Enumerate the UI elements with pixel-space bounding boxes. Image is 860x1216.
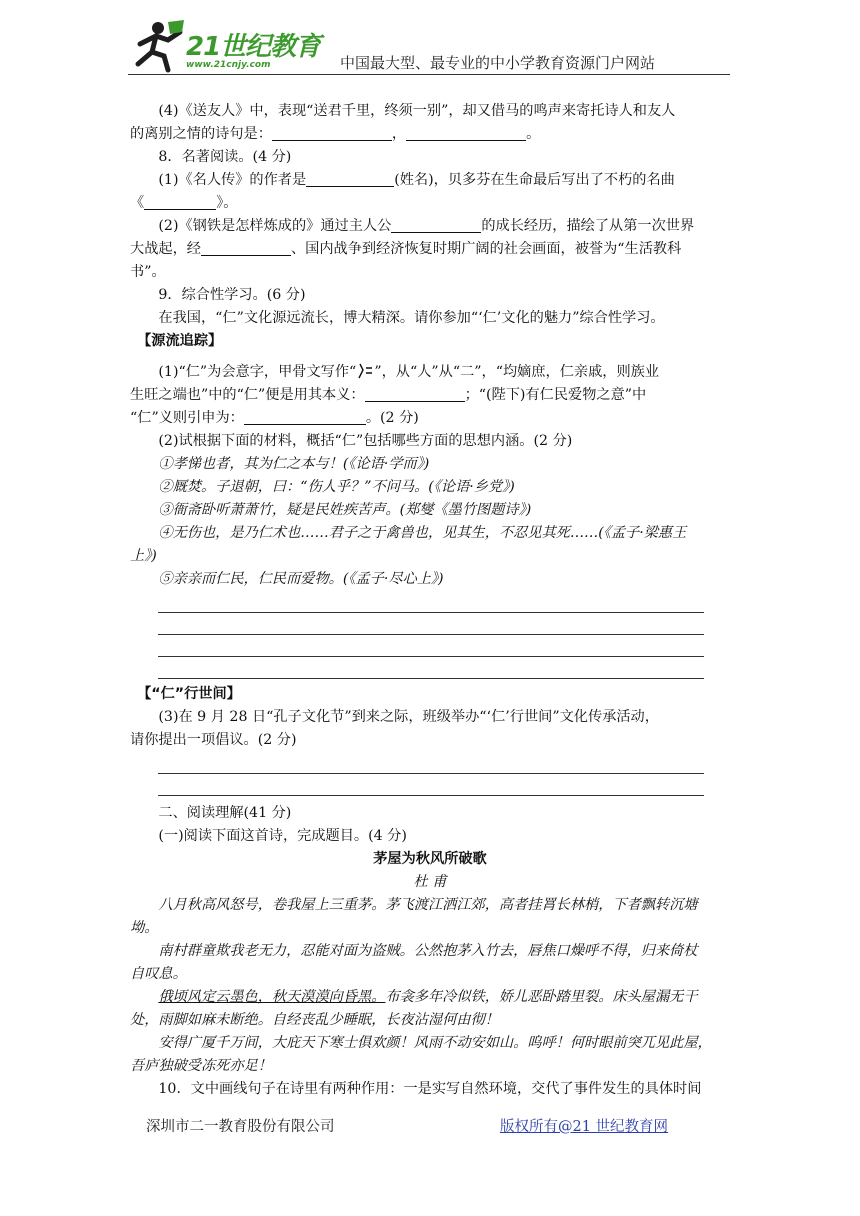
q9-1-text: ”，从“人”从“二”，“均嫡庶，仁亲戚，则族业: [374, 364, 660, 380]
poem-stanza1-line2: 坳。: [130, 920, 159, 936]
answer-line[interactable]: [158, 752, 704, 774]
footer-company: 深圳市二一教育股份有限公司: [146, 1119, 335, 1135]
header-divider: [128, 74, 730, 75]
poem-stanza1-line1: 八月秋高风怒号，卷我屋上三重茅。茅飞渡江洒江郊，高者挂罥长林梢，下者飘转沉塘: [158, 897, 698, 913]
material-4-line2: 上》): [130, 548, 157, 564]
q8-2-line3: 书”。: [130, 264, 166, 280]
q8-1-text: (1)《名人传》的作者是: [158, 172, 307, 188]
runner-logo-icon: [128, 18, 188, 74]
q8-2-text: (2)《钢铁是怎样炼成的》通过主人公: [158, 218, 392, 234]
q9-1-text: “仁”义则引申为：: [130, 410, 244, 426]
punct: 《: [130, 195, 145, 211]
material-1: ①孝悌也者，其为仁之本与！(《论语·学而》): [158, 456, 430, 472]
q7-4-prompt: 的离别之情的诗句是：: [130, 126, 272, 142]
poem-author: 杜 甫: [413, 874, 447, 890]
material-5: ⑤亲亲而仁民，仁民而爱物。(《孟子·尽心上》): [158, 571, 444, 587]
q8-2-line2: [130, 238, 730, 261]
answer-blank[interactable]: [406, 124, 526, 141]
material-4-line1: ④无伤也，是乃仁术也……君子之于禽兽也，见其生，不忍见其死……(《孟子·梁惠王: [158, 525, 687, 541]
oracle-bone-ren-icon: [356, 362, 374, 380]
poem-stanza3-line2: 处，雨脚如麻未断绝。自经丧乱少睡眠，长夜沾湿何由彻！: [130, 1012, 499, 1028]
site-logo: [128, 18, 333, 74]
q8-1-line1: [130, 169, 730, 192]
footer-copyright-link[interactable]: 版权所有@21 世纪教育网: [500, 1119, 669, 1135]
section-source: 【源流追踪】: [137, 333, 223, 349]
q9-1-line2: [130, 384, 730, 407]
exam-content: [130, 100, 730, 1101]
answer-line[interactable]: [158, 591, 704, 613]
logo-text: 21世纪教育: [186, 32, 321, 62]
poem-text: 布衾多年冷似铁，娇儿恶卧踏里裂。床头屋漏无干: [385, 989, 698, 1005]
answer-blank[interactable]: [144, 193, 216, 210]
q9-2: (2)试根据下面的材料，概括“仁”包括哪些方面的思想内涵。(2 分): [158, 433, 573, 449]
q8-1-line2: [130, 192, 730, 215]
answer-blank[interactable]: [365, 385, 465, 402]
q9-1-text: 。(2 分): [365, 410, 419, 426]
q9-1-line3: [130, 407, 730, 430]
punct: 》。: [216, 195, 238, 211]
q9-1-text: (1)“仁”为会意字，甲骨文写作“: [158, 364, 357, 380]
q7-4-line1: (4)《送友人》中，表现“送君千里，终须一别”，却又借马的鸣声来寄托诗人和友人: [158, 103, 676, 119]
q8-2-text: 、国内战争到经济恢复时期广阔的社会画面，被誉为“生活教科: [290, 241, 682, 257]
poem-stanza2-line2: 自叹息。: [130, 966, 187, 982]
poem-stanza4-line1: 安得广厦千万间，大庇天下寒士俱欢颜！风雨不动安如山。呜呼！何时眼前突兀见此屋，: [158, 1035, 712, 1051]
answer-blank[interactable]: [244, 408, 366, 425]
q8-2-line1: [130, 215, 730, 238]
answer-blank[interactable]: [201, 239, 291, 256]
punct: 。: [526, 126, 541, 142]
material-2: ②厩焚。子退朝，曰：“伤人乎？”不问马。(《论语·乡党》): [158, 479, 515, 495]
q9-1-line1: [130, 361, 730, 384]
part2-sub: (一)阅读下面这首诗，完成题目。(4 分): [158, 828, 407, 844]
poem-stanza2-line1: 南村群童欺我老无力，忍能对面为盗贼。公然抱茅入竹去，唇焦口燥呼不得，归来倚杖: [158, 943, 698, 959]
q9-1-text: 生旺之端也”中的“仁”便是用其本义：: [130, 387, 365, 403]
answer-blank[interactable]: [272, 124, 392, 141]
logo-url: www.21cnjy.com: [186, 60, 271, 70]
part2-title: 二、阅读理解(41 分): [158, 805, 292, 821]
answer-blank[interactable]: [391, 216, 481, 233]
poem-stanza4-line2: 吾庐独破受冻死亦足！: [130, 1058, 272, 1074]
q9-3-line2: 请你提出一项倡议。(2 分): [130, 732, 297, 748]
answer-blank[interactable]: [306, 170, 394, 187]
q8-2-text: 的成长经历，描绘了从第一次世界: [481, 218, 695, 234]
section-practice: 【“仁”行世间】: [137, 686, 241, 702]
poem-stanza3-line1: [130, 986, 730, 1009]
q8-2-text: 大战起，经: [130, 241, 201, 257]
q9-intro: 在我国，“仁”文化源远流长，博大精深。请你参加“‘仁’文化的魅力”综合性学习。: [158, 310, 665, 326]
q9-title: 9．综合性学习。(6 分): [158, 287, 306, 303]
q9-1-text: ；“(陛下)有仁民爱物之意”中: [464, 387, 647, 403]
q10: 10．文中画线句子在诗里有两种作用：一是实写自然环境，交代了事件发生的具体时间: [158, 1081, 702, 1097]
answer-line[interactable]: [158, 657, 704, 679]
q8-title: 8．名著阅读。(4 分): [158, 149, 292, 165]
answer-line[interactable]: [158, 774, 704, 796]
q7-4-line2: [130, 123, 730, 146]
answer-line[interactable]: [158, 613, 704, 635]
q9-3-line1: (3)在 9 月 28 日“孔子文化节”到来之际，班级举办“‘仁’行世间”文化传承活动，: [158, 709, 659, 725]
answer-line[interactable]: [158, 635, 704, 657]
page-header: [128, 18, 730, 76]
punct: ，: [391, 126, 407, 142]
underlined-sentence: 俄顷风定云墨色，秋天漠漠向昏黑。: [158, 989, 386, 1005]
poem-title: 茅屋为秋风所破歌: [373, 851, 487, 867]
header-slogan: 中国最大型、最专业的中小学教育资源门户网站: [340, 54, 656, 72]
material-3: ③衙斋卧听萧萧竹，疑是民姓疾苦声。(郑燮《墨竹图题诗》): [158, 502, 532, 518]
q8-1-text: (姓名)，贝多芬在生命最后写出了不朽的名曲: [394, 172, 675, 188]
